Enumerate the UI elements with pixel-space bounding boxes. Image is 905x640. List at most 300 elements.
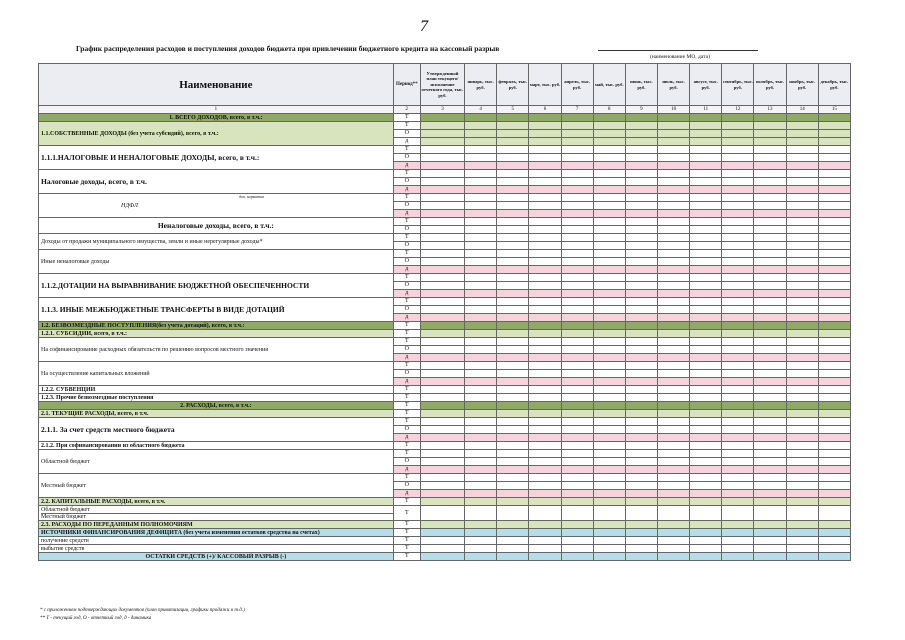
value-cell <box>722 370 754 378</box>
value-cell <box>722 122 754 130</box>
value-cell <box>818 314 850 322</box>
value-cell <box>593 354 625 362</box>
value-cell <box>625 482 657 490</box>
value-cell <box>497 194 529 202</box>
row-label: 1.2.1. СУБСИДИИ, всего, в т.ч.: <box>39 330 394 338</box>
row-label: Налоговые доходы, всего, в т.ч. <box>39 170 394 194</box>
value-cell <box>690 202 722 210</box>
value-cell <box>529 354 561 362</box>
value-cell <box>420 146 464 154</box>
period-cell: О <box>393 130 420 138</box>
value-cell <box>658 386 690 394</box>
value-cell <box>593 394 625 402</box>
header-month: июнь, тыс. руб. <box>625 64 657 106</box>
value-cell <box>658 226 690 234</box>
value-cell <box>529 482 561 490</box>
value-cell <box>625 394 657 402</box>
value-cell <box>786 506 818 521</box>
value-cell <box>561 529 593 537</box>
value-cell <box>420 322 464 330</box>
value-cell <box>722 450 754 458</box>
budget-schedule-table <box>38 63 851 561</box>
value-cell <box>786 234 818 242</box>
row-label: 1. ВСЕГО ДОХОДОВ, всего, в т.ч.: <box>39 114 394 122</box>
value-cell <box>786 529 818 537</box>
value-cell <box>593 250 625 258</box>
value-cell <box>658 450 690 458</box>
value-cell <box>658 154 690 162</box>
table-row <box>39 418 851 426</box>
value-cell <box>658 402 690 410</box>
value-cell <box>593 521 625 529</box>
value-cell <box>625 386 657 394</box>
value-cell <box>593 537 625 545</box>
value-cell <box>497 529 529 537</box>
period-cell: О <box>393 370 420 378</box>
value-cell <box>529 202 561 210</box>
value-cell <box>625 490 657 498</box>
value-cell <box>658 114 690 122</box>
value-cell <box>529 314 561 322</box>
period-cell: О <box>393 482 420 490</box>
value-cell <box>561 146 593 154</box>
row-label <box>39 506 394 521</box>
value-cell <box>420 314 464 322</box>
value-cell <box>690 410 722 418</box>
value-cell <box>529 162 561 170</box>
value-cell <box>754 178 786 186</box>
period-cell: Т <box>393 298 420 306</box>
header-month: сентябрь, тыс. руб. <box>722 64 754 106</box>
value-cell <box>690 290 722 298</box>
value-cell <box>722 386 754 394</box>
value-cell <box>529 553 561 561</box>
value-cell <box>754 250 786 258</box>
value-cell <box>465 466 497 474</box>
value-cell <box>529 226 561 234</box>
row-label: получение средств <box>39 537 394 545</box>
value-cell <box>690 346 722 354</box>
col-number: 12 <box>722 106 754 114</box>
value-cell <box>658 194 690 202</box>
value-cell <box>658 250 690 258</box>
period-cell: Т <box>393 545 420 553</box>
value-cell <box>754 298 786 306</box>
value-cell <box>529 474 561 482</box>
value-cell <box>786 402 818 410</box>
value-cell <box>690 354 722 362</box>
period-cell: О <box>393 282 420 290</box>
value-cell <box>786 146 818 154</box>
period-cell: Т <box>393 450 420 458</box>
value-cell <box>561 170 593 178</box>
value-cell <box>658 122 690 130</box>
period-cell: Т <box>393 274 420 282</box>
value-cell <box>818 386 850 394</box>
value-cell <box>497 466 529 474</box>
col-number: 5 <box>497 106 529 114</box>
period-cell: д <box>393 354 420 362</box>
value-cell <box>754 529 786 537</box>
value-cell <box>593 194 625 202</box>
value-cell <box>658 330 690 338</box>
value-cell <box>722 521 754 529</box>
period-cell: О <box>393 306 420 314</box>
value-cell <box>529 306 561 314</box>
value-cell <box>529 410 561 418</box>
value-cell <box>818 354 850 362</box>
value-cell <box>420 130 464 138</box>
value-cell <box>420 170 464 178</box>
value-cell <box>625 354 657 362</box>
value-cell <box>561 521 593 529</box>
value-cell <box>818 226 850 234</box>
value-cell <box>529 146 561 154</box>
value-cell <box>658 130 690 138</box>
table-row <box>39 298 851 306</box>
value-cell <box>465 266 497 274</box>
value-cell <box>497 378 529 386</box>
value-cell <box>593 282 625 290</box>
row-label: Областной бюджет <box>39 450 394 474</box>
value-cell <box>625 242 657 250</box>
value-cell <box>690 306 722 314</box>
value-cell <box>625 537 657 545</box>
table-row <box>39 362 851 370</box>
value-cell <box>658 306 690 314</box>
value-cell <box>561 553 593 561</box>
period-cell: Т <box>393 418 420 426</box>
value-cell <box>722 506 754 521</box>
value-cell <box>593 450 625 458</box>
value-cell <box>497 290 529 298</box>
value-cell <box>690 298 722 306</box>
row-label: выбытие средств <box>39 545 394 553</box>
value-cell <box>658 521 690 529</box>
value-cell <box>529 122 561 130</box>
table-row <box>39 545 851 553</box>
header-period: Период** <box>393 64 420 106</box>
value-cell <box>658 553 690 561</box>
period-cell: Т <box>393 114 420 122</box>
value-cell <box>561 418 593 426</box>
period-cell: Т <box>393 330 420 338</box>
value-cell <box>529 178 561 186</box>
value-cell <box>690 498 722 506</box>
value-cell <box>497 162 529 170</box>
value-cell <box>625 202 657 210</box>
value-cell <box>420 258 464 266</box>
value-cell <box>754 194 786 202</box>
value-cell <box>593 290 625 298</box>
value-cell <box>786 322 818 330</box>
value-cell <box>420 282 464 290</box>
value-cell <box>818 537 850 545</box>
value-cell <box>690 114 722 122</box>
row-label: 1.1.1.НАЛОГОВЫЕ И НЕНАЛОГОВЫЕ ДОХОДЫ, всего, в т.ч.: <box>39 146 394 170</box>
value-cell <box>465 290 497 298</box>
value-cell <box>465 482 497 490</box>
value-cell <box>625 498 657 506</box>
period-cell: д <box>393 290 420 298</box>
value-cell <box>754 330 786 338</box>
value-cell <box>690 266 722 274</box>
value-cell <box>465 114 497 122</box>
value-cell <box>593 138 625 146</box>
value-cell <box>818 434 850 442</box>
value-cell <box>658 346 690 354</box>
value-cell <box>754 426 786 434</box>
table-row <box>39 122 851 130</box>
table-row <box>39 498 851 506</box>
value-cell <box>529 370 561 378</box>
value-cell <box>786 250 818 258</box>
table-row <box>39 250 851 258</box>
value-cell <box>497 114 529 122</box>
value-cell <box>818 498 850 506</box>
value-cell <box>722 426 754 434</box>
value-cell <box>561 474 593 482</box>
period-cell: Т <box>393 122 420 130</box>
value-cell <box>465 138 497 146</box>
value-cell <box>690 545 722 553</box>
value-cell <box>593 410 625 418</box>
value-cell <box>529 242 561 250</box>
value-cell <box>754 450 786 458</box>
value-cell <box>465 418 497 426</box>
value-cell <box>722 330 754 338</box>
col-number: 10 <box>658 106 690 114</box>
value-cell <box>625 529 657 537</box>
value-cell <box>658 537 690 545</box>
value-cell <box>690 426 722 434</box>
period-cell: Т <box>393 506 420 521</box>
value-cell <box>593 490 625 498</box>
value-cell <box>497 338 529 346</box>
value-cell <box>420 529 464 537</box>
header-month: июль, тыс. руб. <box>658 64 690 106</box>
value-cell <box>465 130 497 138</box>
period-cell: Т <box>393 322 420 330</box>
value-cell <box>625 330 657 338</box>
value-cell <box>593 162 625 170</box>
col-number: 2 <box>393 106 420 114</box>
value-cell <box>465 529 497 537</box>
value-cell <box>497 170 529 178</box>
value-cell <box>561 394 593 402</box>
value-cell <box>465 234 497 242</box>
value-cell <box>420 426 464 434</box>
value-cell <box>420 362 464 370</box>
table-row <box>39 218 851 226</box>
value-cell <box>465 178 497 186</box>
row-label: Иные неналоговые доходы <box>39 250 394 274</box>
value-cell <box>561 410 593 418</box>
value-cell <box>754 545 786 553</box>
period-cell: О <box>393 226 420 234</box>
value-cell <box>465 322 497 330</box>
value-cell <box>465 122 497 130</box>
value-cell <box>420 450 464 458</box>
value-cell <box>529 458 561 466</box>
value-cell <box>465 474 497 482</box>
table-row <box>39 386 851 394</box>
value-cell <box>786 266 818 274</box>
value-cell <box>818 250 850 258</box>
value-cell <box>420 506 464 521</box>
value-cell <box>658 210 690 218</box>
value-cell <box>593 482 625 490</box>
value-cell <box>465 282 497 290</box>
period-cell: д <box>393 162 420 170</box>
header-name: Наименование <box>39 64 394 106</box>
value-cell <box>497 322 529 330</box>
value-cell <box>818 178 850 186</box>
value-cell <box>593 506 625 521</box>
value-cell <box>658 474 690 482</box>
value-cell <box>786 521 818 529</box>
row-label: 2. РАСХОДЫ, всего, в т.ч.: <box>39 402 394 410</box>
value-cell <box>420 434 464 442</box>
value-cell <box>690 282 722 290</box>
value-cell <box>722 442 754 450</box>
value-cell <box>722 218 754 226</box>
value-cell <box>658 434 690 442</box>
value-cell <box>561 450 593 458</box>
value-cell <box>593 498 625 506</box>
value-cell <box>818 242 850 250</box>
value-cell <box>722 458 754 466</box>
value-cell <box>593 170 625 178</box>
value-cell <box>786 194 818 202</box>
value-cell <box>529 378 561 386</box>
value-cell <box>818 282 850 290</box>
value-cell <box>625 442 657 450</box>
period-cell: д <box>393 490 420 498</box>
value-cell <box>497 250 529 258</box>
period-cell: Т <box>393 410 420 418</box>
value-cell <box>818 362 850 370</box>
value-cell <box>690 330 722 338</box>
value-cell <box>690 418 722 426</box>
value-cell <box>722 162 754 170</box>
period-cell: д <box>393 138 420 146</box>
value-cell <box>465 442 497 450</box>
value-cell <box>754 482 786 490</box>
value-cell <box>593 402 625 410</box>
value-cell <box>593 146 625 154</box>
value-cell <box>754 266 786 274</box>
period-cell: Т <box>393 529 420 537</box>
value-cell <box>593 529 625 537</box>
row-label: 2.1.1. За счет средств местного бюджета <box>39 418 394 442</box>
value-cell <box>722 242 754 250</box>
value-cell <box>420 114 464 122</box>
value-cell <box>529 234 561 242</box>
value-cell <box>658 506 690 521</box>
value-cell <box>786 258 818 266</box>
col-number: 7 <box>561 106 593 114</box>
value-cell <box>658 290 690 298</box>
value-cell <box>625 466 657 474</box>
value-cell <box>497 218 529 226</box>
value-cell <box>420 490 464 498</box>
value-cell <box>690 553 722 561</box>
value-cell <box>593 442 625 450</box>
value-cell <box>786 394 818 402</box>
value-cell <box>529 434 561 442</box>
value-cell <box>561 114 593 122</box>
value-cell <box>497 474 529 482</box>
value-cell <box>690 338 722 346</box>
value-cell <box>497 362 529 370</box>
value-cell <box>658 410 690 418</box>
value-cell <box>690 506 722 521</box>
table-row <box>39 410 851 418</box>
period-cell: Т <box>393 386 420 394</box>
value-cell <box>690 186 722 194</box>
value-cell <box>722 362 754 370</box>
value-cell <box>690 458 722 466</box>
value-cell <box>420 553 464 561</box>
value-cell <box>625 186 657 194</box>
value-cell <box>625 130 657 138</box>
value-cell <box>561 482 593 490</box>
value-cell <box>818 194 850 202</box>
value-cell <box>722 537 754 545</box>
value-cell <box>420 162 464 170</box>
value-cell <box>561 178 593 186</box>
value-cell <box>658 338 690 346</box>
value-cell <box>754 490 786 498</box>
value-cell <box>465 202 497 210</box>
value-cell <box>754 274 786 282</box>
value-cell <box>625 178 657 186</box>
value-cell <box>818 482 850 490</box>
value-cell <box>818 442 850 450</box>
value-cell <box>561 362 593 370</box>
value-cell <box>818 378 850 386</box>
value-cell <box>754 114 786 122</box>
period-cell: О <box>393 178 420 186</box>
value-cell <box>561 218 593 226</box>
value-cell <box>625 138 657 146</box>
value-cell <box>786 162 818 170</box>
value-cell <box>722 545 754 553</box>
value-cell <box>420 498 464 506</box>
value-cell <box>658 138 690 146</box>
value-cell <box>625 402 657 410</box>
value-cell <box>529 402 561 410</box>
value-cell <box>593 178 625 186</box>
value-cell <box>529 130 561 138</box>
value-cell <box>818 410 850 418</box>
value-cell <box>625 434 657 442</box>
value-cell <box>818 521 850 529</box>
value-cell <box>625 298 657 306</box>
footnote-1: * с приложением подтверждающих документов (план приватизации, графики продажи и т.д.) <box>40 608 245 613</box>
value-cell <box>786 386 818 394</box>
row-label-text: Местный бюджет <box>41 513 393 520</box>
row-sublabel: доп. норматив <box>239 194 264 199</box>
value-cell <box>593 322 625 330</box>
value-cell <box>754 322 786 330</box>
value-cell <box>658 234 690 242</box>
row-label: 1.1.2.ДОТАЦИИ НА ВЫРАВНИВАНИЕ БЮДЖЕТНОЙ ОБЕСПЕЧЕННОСТИ <box>39 274 394 298</box>
value-cell <box>690 362 722 370</box>
value-cell <box>658 490 690 498</box>
value-cell <box>690 146 722 154</box>
